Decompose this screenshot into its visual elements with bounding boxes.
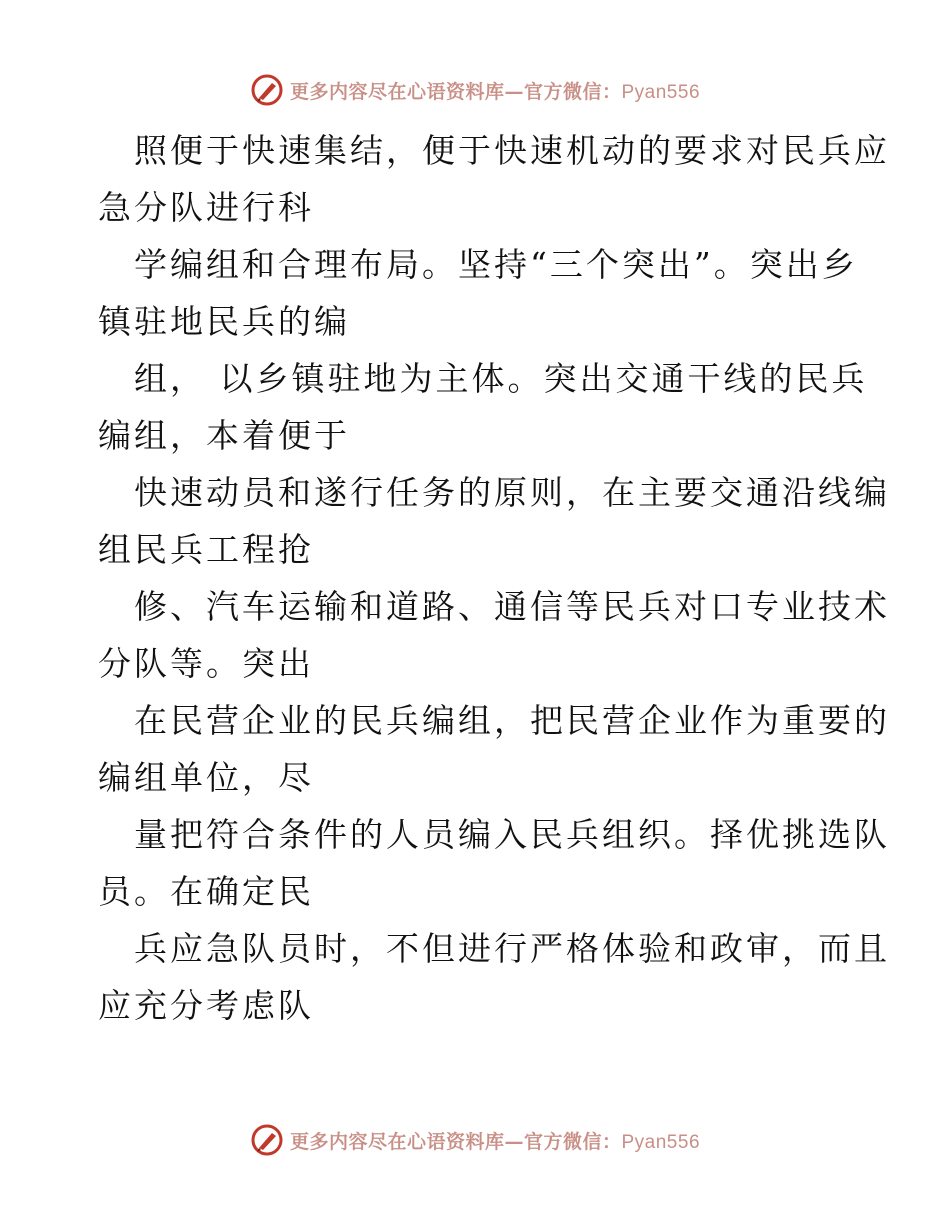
watermark-text: 更多内容尽在心语资料库—官方微信：Pyan556 [289, 80, 701, 103]
text-line: 在民营企业的民兵编组，把民营企业作为重要的 [134, 701, 890, 740]
paragraph [98, 920, 890, 1034]
text-line: 组民兵工程抢 [98, 530, 314, 569]
text-line: 编组，本着便于 [98, 416, 350, 455]
text-line: 编组单位，尽 [98, 758, 314, 797]
paragraph [98, 692, 890, 806]
text-line: 组， 以乡镇驻地为主体。突出交通干线的民兵 [134, 359, 868, 398]
text-line: 修、汽车运输和道路、通信等民兵对口专业技术 [134, 587, 890, 626]
pen-logo-icon [250, 1123, 284, 1157]
text-line: 镇驻地民兵的编 [98, 302, 350, 341]
footer-watermark [0, 1120, 950, 1160]
text-line: 兵应急队员时，不但进行严格体验和政审，而且 [134, 929, 890, 968]
text-line: 员。在确定民 [98, 872, 314, 911]
paragraph [98, 806, 890, 920]
paragraph [98, 236, 858, 350]
text-line: 分队等。突出 [98, 644, 314, 683]
header-watermark [0, 70, 950, 110]
text-line: 照便于快速集结，便于快速机动的要求对民兵应 [134, 131, 890, 170]
text-line: 快速动员和遂行任务的原则，在主要交通沿线编 [134, 473, 890, 512]
text-line: 量把符合条件的人员编入民兵组织。择优挑选队 [134, 815, 890, 854]
text-line: 学编组和合理布局。坚持“三个突出”。突出乡 [134, 245, 858, 284]
paragraph [98, 350, 868, 464]
paragraph [98, 122, 890, 236]
watermark-text: 更多内容尽在心语资料库—官方微信：Pyan556 [289, 1130, 701, 1153]
pen-logo-icon [250, 73, 284, 107]
text-line: 应充分考虑队 [98, 986, 314, 1025]
document-body [98, 122, 890, 1034]
text-line: 急分队进行科 [98, 188, 314, 227]
paragraph [98, 464, 890, 578]
paragraph [98, 578, 890, 692]
